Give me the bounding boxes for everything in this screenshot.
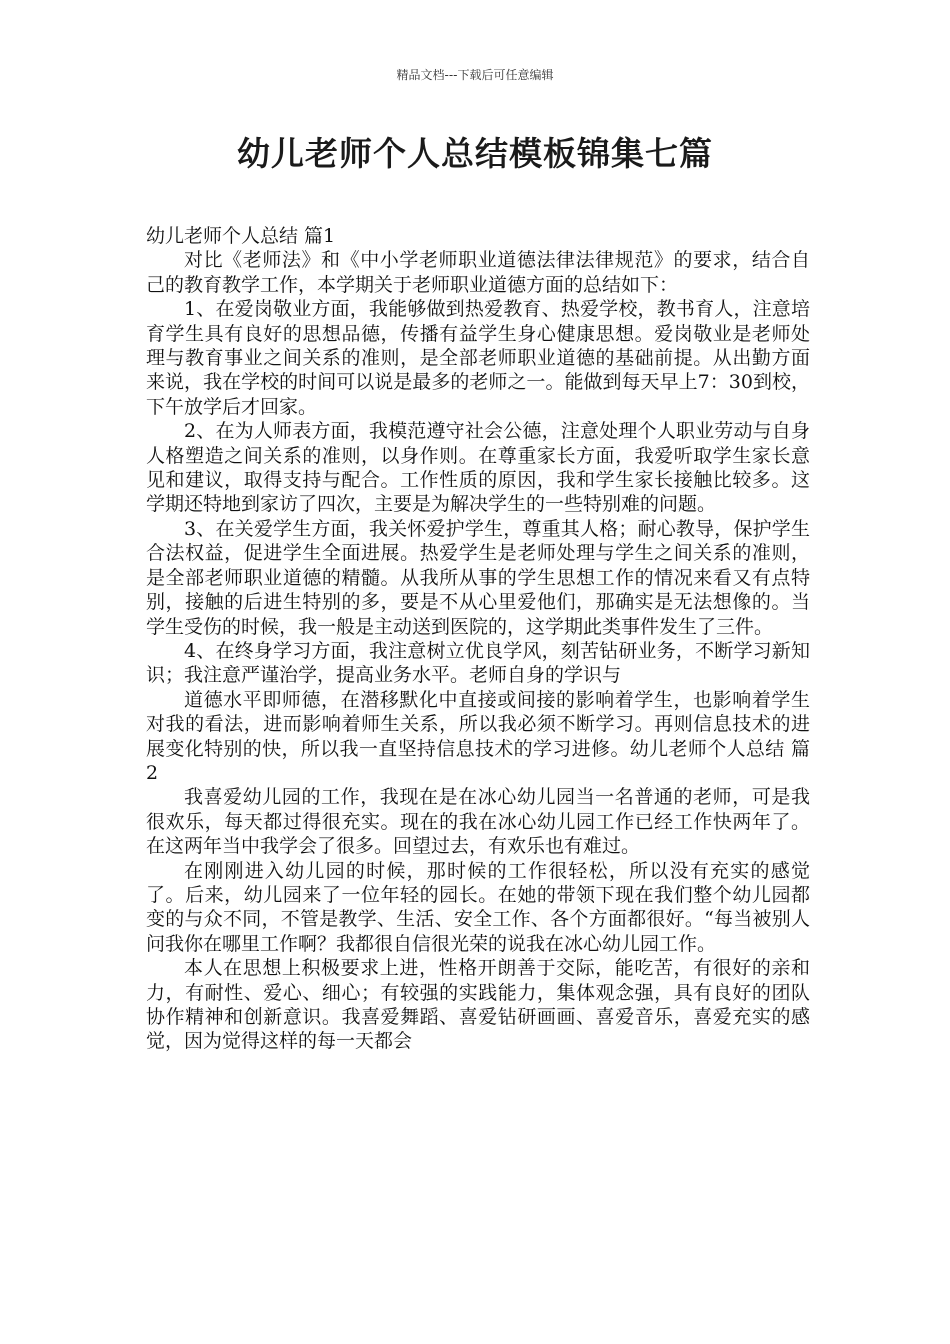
paragraph: 我喜爱幼儿园的工作，我现在是在冰心幼儿园当一名普通的老师，可是我很欢乐，每天都过得很充实。现在的我在冰心幼儿园工作已经工作快两年了。在这两年当中我学会了很多。回望过去，有欢乐也有难过。 bbox=[146, 786, 810, 858]
paragraph: 3、在关爱学生方面，我关怀爱护学生，尊重其人格；耐心教导，保护学生合法权益，促进学生全面进展。热爱学生是老师处理与学生之间关系的准则，是全部老师职业道德的精髓。从我所从事的学生思想工作的情况来看又有点特别，接触的后进生特别的多，要是不从心里爱他们，那确实是无法想像的。当学生受伤的时候，我一般是主动送到医院的，这学期此类事件发生了三件。 bbox=[146, 517, 810, 638]
document-body bbox=[146, 224, 810, 1054]
paragraph: 4、在终身学习方面，我注意树立优良学风，刻苦钻研业务，不断学习新知识；我注意严谨治学，提高业务水平。老师自身的学识与 bbox=[146, 639, 810, 687]
header-note: 精品文档---下载后可任意编辑 bbox=[396, 68, 554, 82]
paragraph: 本人在思想上积极要求上进，性格开朗善于交际，能吃苦，有很好的亲和力，有耐性、爱心、细心；有较强的实践能力，集体观念强，具有良好的团队协作精神和创新意识。我喜爱舞蹈、喜爱钻研画画、喜爱音乐，喜爱充实的感觉，因为觉得这样的每一天都会 bbox=[146, 957, 810, 1053]
paragraph: 对比《老师法》和《中小学老师职业道德法律法律规范》的要求，结合自己的教育教学工作，本学期关于老师职业道德方面的总结如下： bbox=[146, 249, 810, 296]
paragraph: 在刚刚进入幼儿园的时候，那时候的工作很轻松，所以没有充实的感觉了。后来，幼儿园来了一位年轻的园长。在她的带领下现在我们整个幼儿园都变的与众不同，不管是教学、生活、安全工作、各个方面都很好。“每当被别人问我你在哪里工作啊？我都很自信很光荣的说我在冰心幼儿园工作。 bbox=[146, 859, 810, 955]
paragraph: 2、在为人师表方面，我模范遵守社会公德，注意处理个人职业劳动与自身人格塑造之间关系的准则，以身作则。在尊重家长方面，我爱听取学生家长意见和建议，取得支持与配合。工作性质的原因，我和学生家长接触比较多。这学期还特地到家访了四次，主要是为解决学生的一些特别难的问题。 bbox=[146, 420, 810, 516]
document-title: 幼儿老师个人总结模板锦集七篇 bbox=[237, 134, 713, 173]
paragraph: 幼儿老师个人总结 篇1 bbox=[146, 225, 336, 247]
paragraph: 1、在爱岗敬业方面，我能够做到热爱教育、热爱学校，教书育人，注意培育学生具有良好的思想品德，传播有益学生身心健康思想。爱岗敬业是老师处理与教育事业之间关系的准则，是全部老师职业道德的基础前提。从出勤方面来说，我在学校的时间可以说是最多的老师之一。能做到每天早上7：30到校，下午放学后才回家。 bbox=[146, 298, 810, 418]
paragraph: 道德水平即师德，在潜移默化中直接或间接的影响着学生，也影响着学生对我的看法，进而影响着师生关系，所以我必须不断学习。再则信息技术的进展变化特别的快，所以我一直坚持信息技术的学习进修。幼儿老师个人总结 篇2 bbox=[146, 688, 810, 784]
